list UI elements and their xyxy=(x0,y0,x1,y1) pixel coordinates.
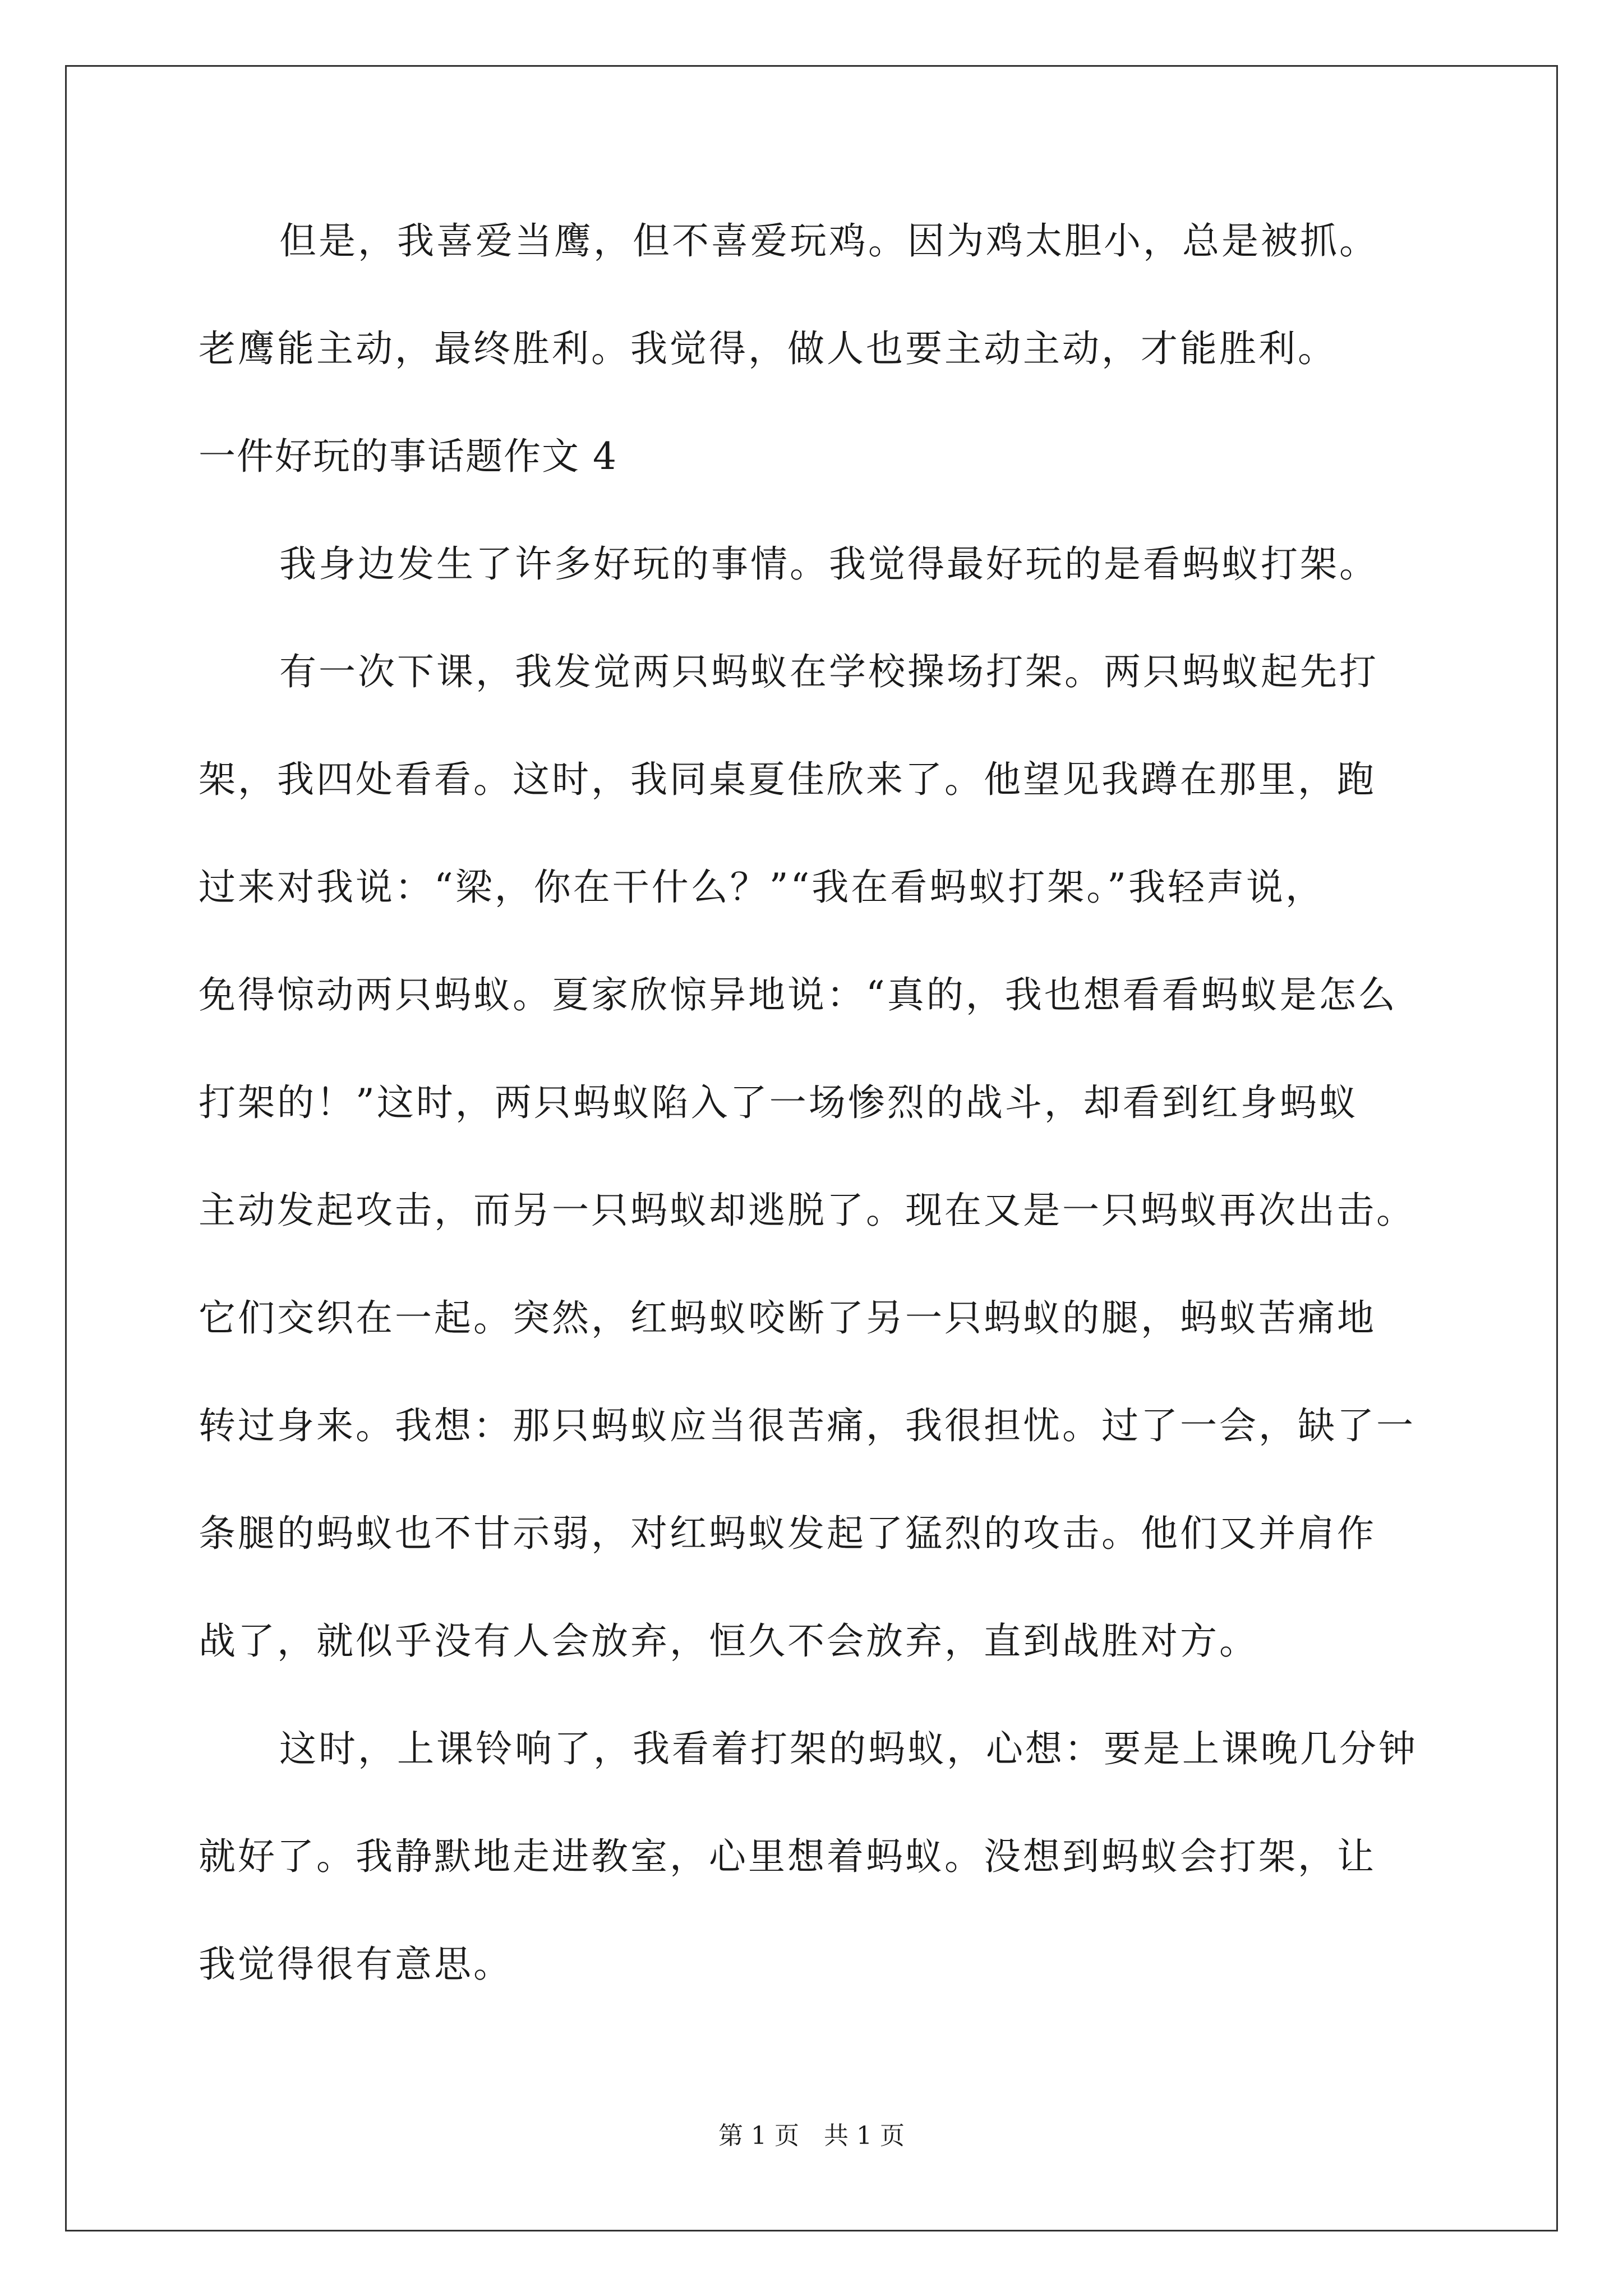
paragraph-line: 条腿的蚂蚁也不甘示弱，对红蚂蚁发起了猛烈的攻击。他们又并肩作 xyxy=(199,1512,1376,1555)
section-heading: 一件好玩的事话题作文 4 xyxy=(199,435,617,478)
page-footer xyxy=(0,2119,1623,2153)
document-body xyxy=(199,214,1460,2045)
paragraph-line: 架，我四处看看。这时，我同桌夏佳欣来了。他望见我蹲在那里，跑 xyxy=(199,758,1376,801)
paragraph-line: 就好了。我静默地走进教室，心里想着蚂蚁。没想到蚂蚁会打架，让 xyxy=(199,1835,1376,1878)
paragraph-line: 这时，上课铃响了，我看着打架的蚂蚁，心想：要是上课晚几分钟 xyxy=(279,1727,1418,1770)
paragraph-line: 老鹰能主动，最终胜利。我觉得，做人也要主动主动，才能胜利。 xyxy=(199,327,1337,370)
paragraph-line: 主动发起攻击，而另一只蚂蚁却逃脱了。现在又是一只蚂蚁再次出击。 xyxy=(199,1189,1415,1232)
paragraph-line: 我身边发生了许多好玩的事情。我觉得最好玩的是看蚂蚁打架。 xyxy=(279,542,1378,586)
paragraph-line: 转过身来。我想：那只蚂蚁应当很苦痛，我很担忧。过了一会，缺了一 xyxy=(199,1404,1415,1447)
page-number: 第 1 页 共 1 页 xyxy=(718,2122,905,2150)
paragraph-line: 但是，我喜爱当鹰，但不喜爱玩鸡。因为鸡太胆小，总是被抓。 xyxy=(279,219,1378,263)
paragraph-line: 过来对我说：“梁，你在干什么？”“我在看蚂蚁打架。”我轻声说， xyxy=(199,866,1325,909)
paragraph-line: 我觉得很有意思。 xyxy=(199,1943,513,1986)
paragraph-line: 它们交织在一起。突然，红蚂蚁咬断了另一只蚂蚁的腿，蚂蚁苦痛地 xyxy=(199,1296,1376,1340)
paragraph-line: 打架的！”这时，两只蚂蚁陷入了一场惨烈的战斗，却看到红身蚂蚁 xyxy=(199,1081,1358,1124)
paragraph-line: 战了，就似乎没有人会放弃，恒久不会放弃，直到战胜对方。 xyxy=(199,1619,1258,1663)
paragraph-line: 有一次下课，我发觉两只蚂蚁在学校操场打架。两只蚂蚁起先打 xyxy=(279,650,1378,693)
paragraph-line: 免得惊动两只蚂蚁。夏家欣惊异地说：“真的，我也想看看蚂蚁是怎么 xyxy=(199,973,1398,1016)
